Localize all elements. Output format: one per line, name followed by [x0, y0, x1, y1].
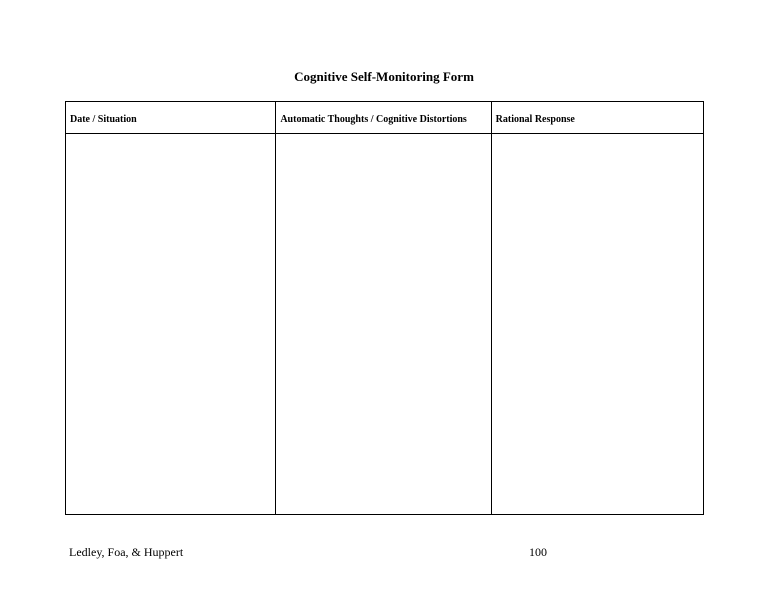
column-header-date-situation: Date / Situation	[66, 102, 276, 134]
rational-response-cell[interactable]	[491, 134, 703, 515]
monitoring-form-table	[65, 101, 704, 515]
date-situation-cell[interactable]	[66, 134, 276, 515]
table-row	[66, 134, 704, 515]
page-title: Cognitive Self-Monitoring Form	[294, 69, 474, 84]
automatic-thoughts-cell[interactable]	[276, 134, 491, 515]
column-header-automatic-thoughts: Automatic Thoughts / Cognitive Distortions	[276, 102, 491, 134]
footer-authors: Ledley, Foa, & Huppert	[69, 545, 184, 559]
table-header-row	[66, 102, 704, 134]
page-number: 100	[529, 545, 547, 559]
column-header-rational-response: Rational Response	[491, 102, 703, 134]
